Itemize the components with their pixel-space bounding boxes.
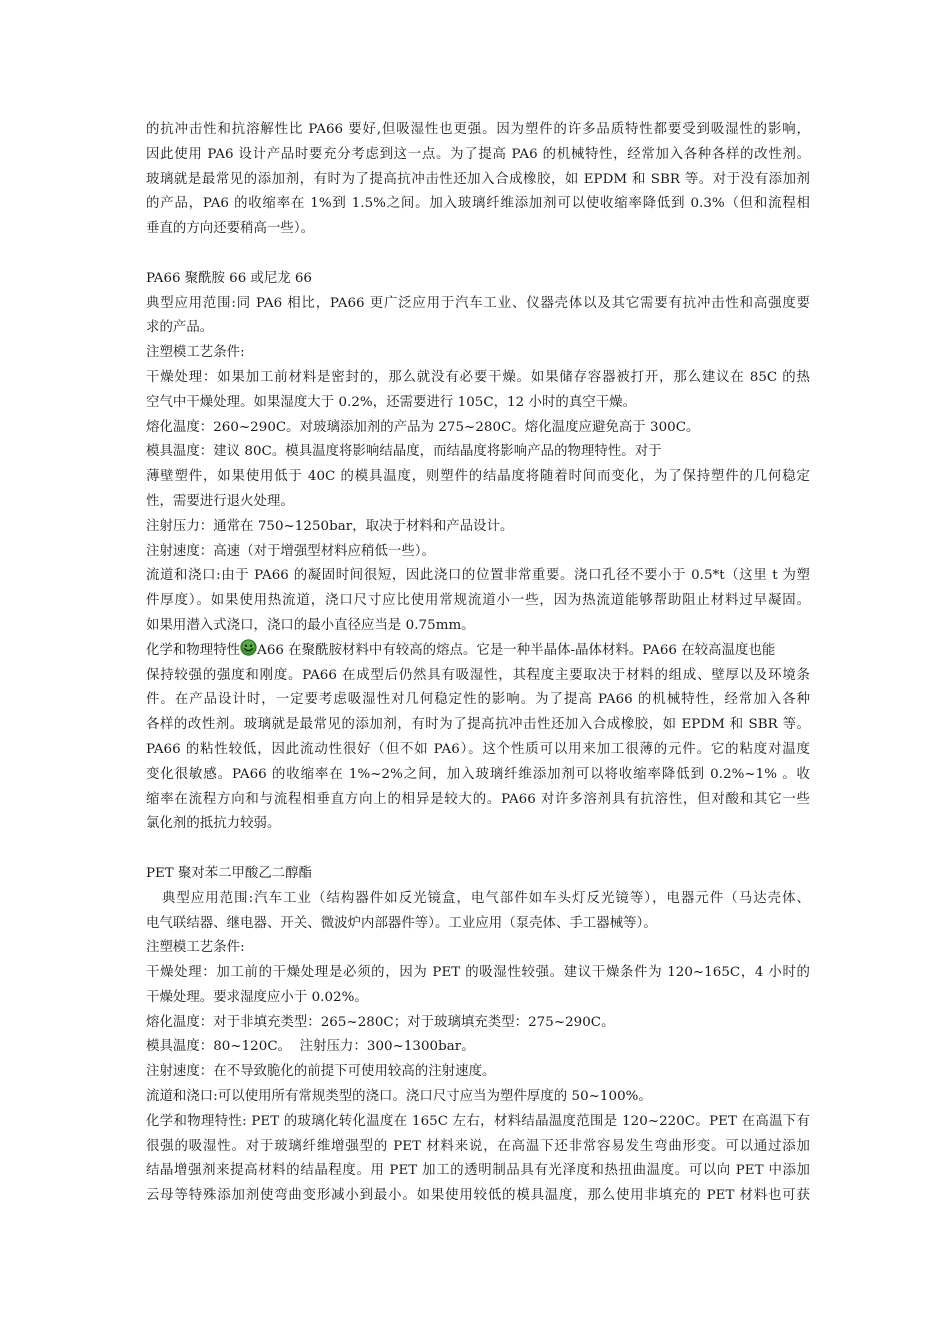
- text-line: 干燥处理：加工前的干燥处理是必须的，因为 PET 的吸湿性较强。建议干燥条件为 120~165C，4 小时的: [146, 965, 810, 981]
- pa66-section: [146, 267, 810, 837]
- text-line: 的抗冲击性和抗溶解性比 PA66 要好,但吸湿性也更强。因为塑件的许多品质特性都要受到吸湿性的影响，: [146, 122, 810, 137]
- text-line: 熔化温度：260~290C。对玻璃添加剂的产品为 275~280C。熔化温度应避免高于 300C。: [146, 419, 700, 435]
- text-line: 缩率在流程方向和与流程相垂直方向上的相异是较大的。PA66 对许多溶剂具有抗溶性，但对酸和其它一些: [146, 791, 810, 807]
- text-line: 件厚度）。如果使用热流道，浇口尺寸应比使用常规流道小一些，因为热流道能够帮助阻止材料过早凝固。: [146, 593, 810, 609]
- chem-properties-line: [146, 639, 810, 664]
- text-line: 模具温度：80~120C。 注射压力：300~1300bar。: [146, 1039, 475, 1055]
- pet-section: [146, 862, 810, 1209]
- text-line: 变化很敏感。PA66 的收缩率在 1%~2%之间，加入玻璃纤维添加剂可以将收缩率降低到 0.2%~1% 。收: [146, 766, 810, 782]
- text-line: 典型应用范围:汽车工业（结构器件如反光镜盒，电气部件如车头灯反光镜等），电器元件（马达壳体、: [146, 890, 810, 906]
- text-line: 很强的吸湿性。对于玻璃纤维增强型的 PET 材料来说，在高温下还非常容易发生弯曲形变。可以通过添加: [146, 1138, 810, 1154]
- text-line: 件。在产品设计时，一定要考虑吸湿性对几何稳定性的影响。为了提高 PA66 的机械特性，经常加入各种: [146, 692, 810, 708]
- text-line: 的产品，PA6 的收缩率在 1%到 1.5%之间。加入玻璃纤维添加剂可以使收缩率降低到 0.3%（但和流程相: [146, 196, 810, 212]
- text-line: 因此使用 PA6 设计产品时要充分考虑到这一点。为了提高 PA6 的机械特性，经常加入各种各样的改性剂。: [146, 146, 810, 162]
- text-line: 垂直的方向还要稍高一些）。: [146, 221, 315, 237]
- text-line: 干燥处理：如果加工前材料是密封的，那么就没有必要干燥。如果储存容器被打开，那么建议在 85C 的热: [146, 369, 810, 385]
- text-line: 求的产品。: [146, 320, 214, 336]
- text-line: 电气联结器、继电器、开关、微波炉内部器件等）。工业应用（泵壳体、手工器械等）。: [146, 915, 657, 931]
- text-line: PA66 的粘性较低，因此流动性很好（但不如 PA6）。这个性质可以用来加工很薄的元件。它的粘度对温度: [146, 741, 810, 757]
- text-line: 如果用潜入式浇口，浇口的最小直径应当是 0.75mm。: [146, 617, 475, 633]
- text-line: 云母等特殊添加剂使弯曲变形减小到最小。如果使用较低的模具温度，那么使用非填充的 PET 材料也可获: [146, 1188, 810, 1204]
- text-line: 结晶增强剂来提高材料的结晶程度。用 PET 加工的透明制品具有光泽度和热扭曲温度。可以向 PET 中添加: [146, 1163, 810, 1179]
- text-line: 注射速度：在不导致脆化的前提下可使用较高的注射速度。: [146, 1064, 496, 1080]
- text-line: 注射压力：通常在 750~1250bar，取决于材料和产品设计。: [146, 518, 514, 534]
- document-page: [146, 118, 810, 1209]
- text-line: 干燥处理。要求湿度应小于 0.02%。: [146, 989, 368, 1005]
- text-line: 注射速度：高速（对于增强型材料应稍低一些）。: [146, 543, 435, 559]
- text-line: 注塑模工艺条件:: [146, 345, 245, 361]
- chem-properties-text: A66 在聚酰胺材料中有较高的熔点。它是一种半晶体-晶体材料。PA66 在较高温度也能: [257, 642, 776, 658]
- text-line: 性，需要进行退火处理。: [146, 493, 294, 509]
- paragraph-gap: [146, 837, 810, 862]
- text-line: 保持较强的强度和刚度。PA66 在成型后仍然具有吸湿性，其程度主要取决于材料的组成、壁厚以及环境条: [146, 667, 810, 683]
- text-line: 空气中干燥处理。如果湿度大于 0.2%，还需要进行 105C，12 小时的真空干燥。: [146, 394, 637, 410]
- chem-properties-label: 化学和物理特性: [146, 642, 241, 658]
- pa6-paragraph: [146, 118, 810, 242]
- smiley-face-icon: [240, 639, 257, 656]
- section-heading-pet: PET 聚对苯二甲酸乙二醇酯: [146, 865, 312, 881]
- text-line: 注塑模工艺条件:: [146, 940, 245, 956]
- text-line: 氯化剂的抵抗力较弱。: [146, 816, 281, 832]
- section-heading-pa66: PA66 聚酰胺 66 或尼龙 66: [146, 270, 312, 286]
- text-line: 典型应用范围:同 PA6 相比，PA66 更广泛应用于汽车工业、仪器壳体以及其它需要有抗冲击性和高强度要: [146, 295, 810, 311]
- text-line: 模具温度：建议 80C。模具温度将影响结晶度，而结晶度将影响产品的物理特性。对于: [146, 444, 662, 460]
- text-line: 各样的改性剂。玻璃就是最常见的添加剂，有时为了提高抗冲击性还加入合成橡胶，如 EPDM 和 SBR 等。: [146, 717, 810, 733]
- text-line: 玻璃就是最常见的添加剂，有时为了提高抗冲击性还加入合成橡胶，如 EPDM 和 SBR 等。对于没有添加剂: [146, 171, 810, 187]
- text-line: 流道和浇口:可以使用所有常规类型的浇口。浇口尺寸应当为塑件厚度的 50~100%。: [146, 1089, 652, 1105]
- text-line: 薄壁塑件，如果使用低于 40C 的模具温度，则塑件的结晶度将随着时间而变化，为了保持塑件的几何稳定: [146, 469, 810, 485]
- text-line: 流道和浇口:由于 PA66 的凝固时间很短，因此浇口的位置非常重要。浇口孔径不要小于 0.5*t（这里 t 为塑: [146, 568, 810, 584]
- text-line: 化学和物理特性: PET 的玻璃化转化温度在 165C 左右，材料结晶温度范围是 120~220C。PET 在高温下有: [146, 1113, 810, 1129]
- text-line: 熔化温度：对于非填充类型：265~280C；对于玻璃填充类型：275~290C。: [146, 1014, 615, 1030]
- paragraph-gap: [146, 242, 810, 267]
